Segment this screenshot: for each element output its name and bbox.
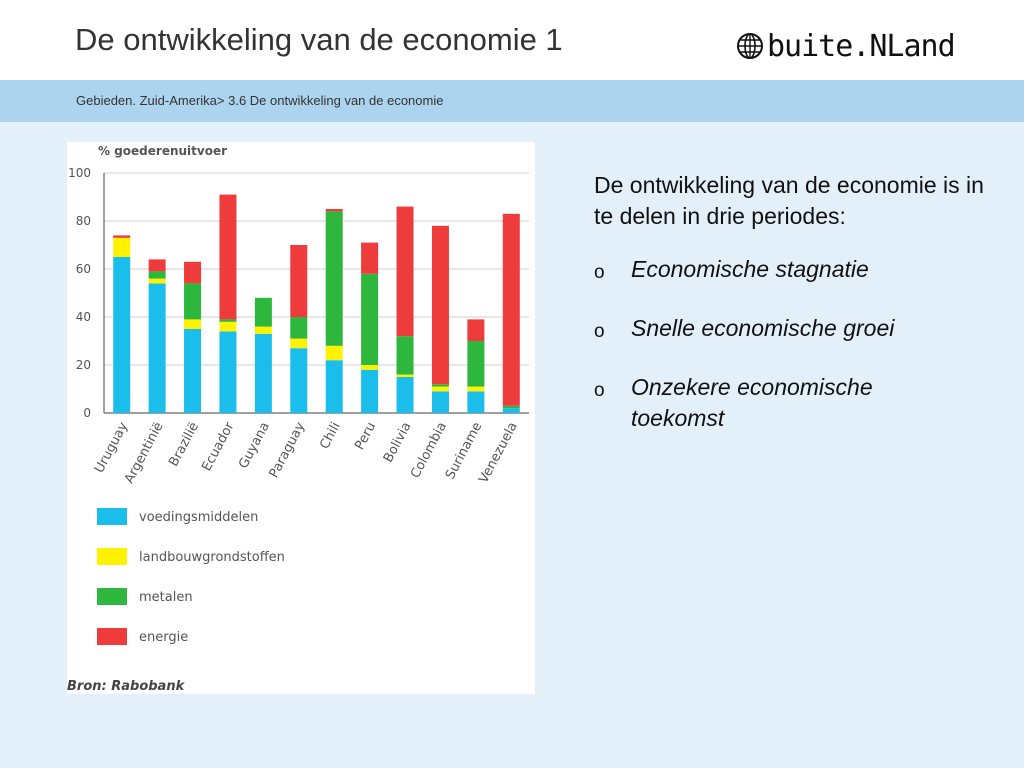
x-tick-label: Colombia [408,419,450,481]
bullet-text: Snelle economische groei [631,315,895,341]
x-tick-label: Paraguay [266,419,309,481]
y-tick-label: 60 [75,262,91,276]
list-item [594,313,994,347]
x-tick-label: Bolivia [380,419,415,466]
x-tick-label: Argentinië [121,419,167,487]
page-title: De ontwikkeling van de economie 1 [75,22,563,57]
bar-segment [326,209,343,211]
bar-segment [326,346,343,360]
bar-segment [290,245,307,317]
bar-segment [397,207,414,337]
bar-segment [503,406,520,408]
x-tick-label: Guyana [236,419,273,472]
x-tick-label: Chili [317,419,344,452]
bullet-text: Onzekere economische toekomst [631,374,873,431]
bar-segment [432,391,449,413]
list-item [594,372,994,434]
y-tick-label: 20 [75,358,91,372]
bar-segment [290,339,307,349]
globe-icon [736,32,764,60]
bar-segment [361,370,378,413]
content-panel [594,170,994,459]
bullet-marker: o [594,262,605,283]
bar-segment [219,331,236,413]
bullet-marker: o [594,380,605,401]
bar-segment [467,391,484,413]
legend-label: metalen [139,590,193,605]
stacked-bar-chart [67,142,535,694]
bar-segment [397,377,414,413]
bar-segment [361,365,378,370]
bar-segment [219,319,236,321]
y-tick-label: 80 [75,214,91,228]
bar-segment [397,336,414,374]
legend-label: energie [139,630,189,645]
bar-segment [219,195,236,320]
bar-segment [149,271,166,278]
list-item [594,254,994,288]
bar-segment [467,387,484,392]
bar-segment [290,317,307,339]
bar-segment [184,262,201,284]
bar-segment [149,283,166,413]
bullet-text: Economische stagnatie [631,256,869,282]
header [0,0,1024,80]
bar-segment [255,298,272,327]
bar-segment [361,274,378,365]
bar-segment [361,243,378,274]
legend-swatch [97,548,127,565]
bar-segment [255,334,272,413]
x-tick-label: Suriname [442,419,486,482]
legend-swatch [97,508,127,525]
legend-swatch [97,588,127,605]
bar-segment [467,341,484,387]
bar-segment [326,360,343,413]
y-tick-label: 40 [75,310,91,324]
x-tick-label: Uruguay [92,419,132,476]
x-tick-label: Ecuador [199,419,238,474]
y-tick-label: 100 [68,166,91,180]
bar-segment [113,238,130,257]
bar-segment [113,257,130,413]
bar-segment [184,329,201,413]
bar-segment [467,319,484,341]
intro-text: De ontwikkeling van de economie is in te delen in drie periodes: [594,172,984,229]
bar-segment [503,408,520,413]
bar-segment [432,226,449,384]
breadcrumb: Gebieden. Zuid-Amerika> 3.6 De ontwikkeling van de economie [76,93,444,108]
bar-segment [149,259,166,271]
logo-text: buite.NLand [767,28,955,64]
legend-label: voedingsmiddelen [139,510,259,525]
source-label: Bron: Rabobank [67,679,185,694]
bar-segment [432,387,449,392]
bar-segment [149,279,166,284]
bar-segment [397,375,414,377]
x-tick-label: Peru [352,419,380,453]
bullet-list [594,254,994,434]
bar-segment [219,322,236,332]
logo [736,26,955,66]
legend-label: landbouwgrondstoffen [139,550,285,565]
breadcrumb-bar [0,80,1024,122]
x-tick-label: Brazilië [166,419,203,470]
bar-segment [113,235,130,237]
bar-segment [503,214,520,406]
x-tick-label: Venezuela [476,419,521,486]
chart-figure [67,142,535,694]
bar-segment [184,319,201,329]
bar-segment [326,211,343,345]
y-tick-label: 0 [83,406,91,420]
legend-swatch [97,628,127,645]
y-axis-label: % goederenuitvoer [98,144,228,158]
bar-segment [290,348,307,413]
bar-segment [184,283,201,319]
bullet-marker: o [594,321,605,342]
bar-segment [255,327,272,334]
bar-segment [432,384,449,386]
